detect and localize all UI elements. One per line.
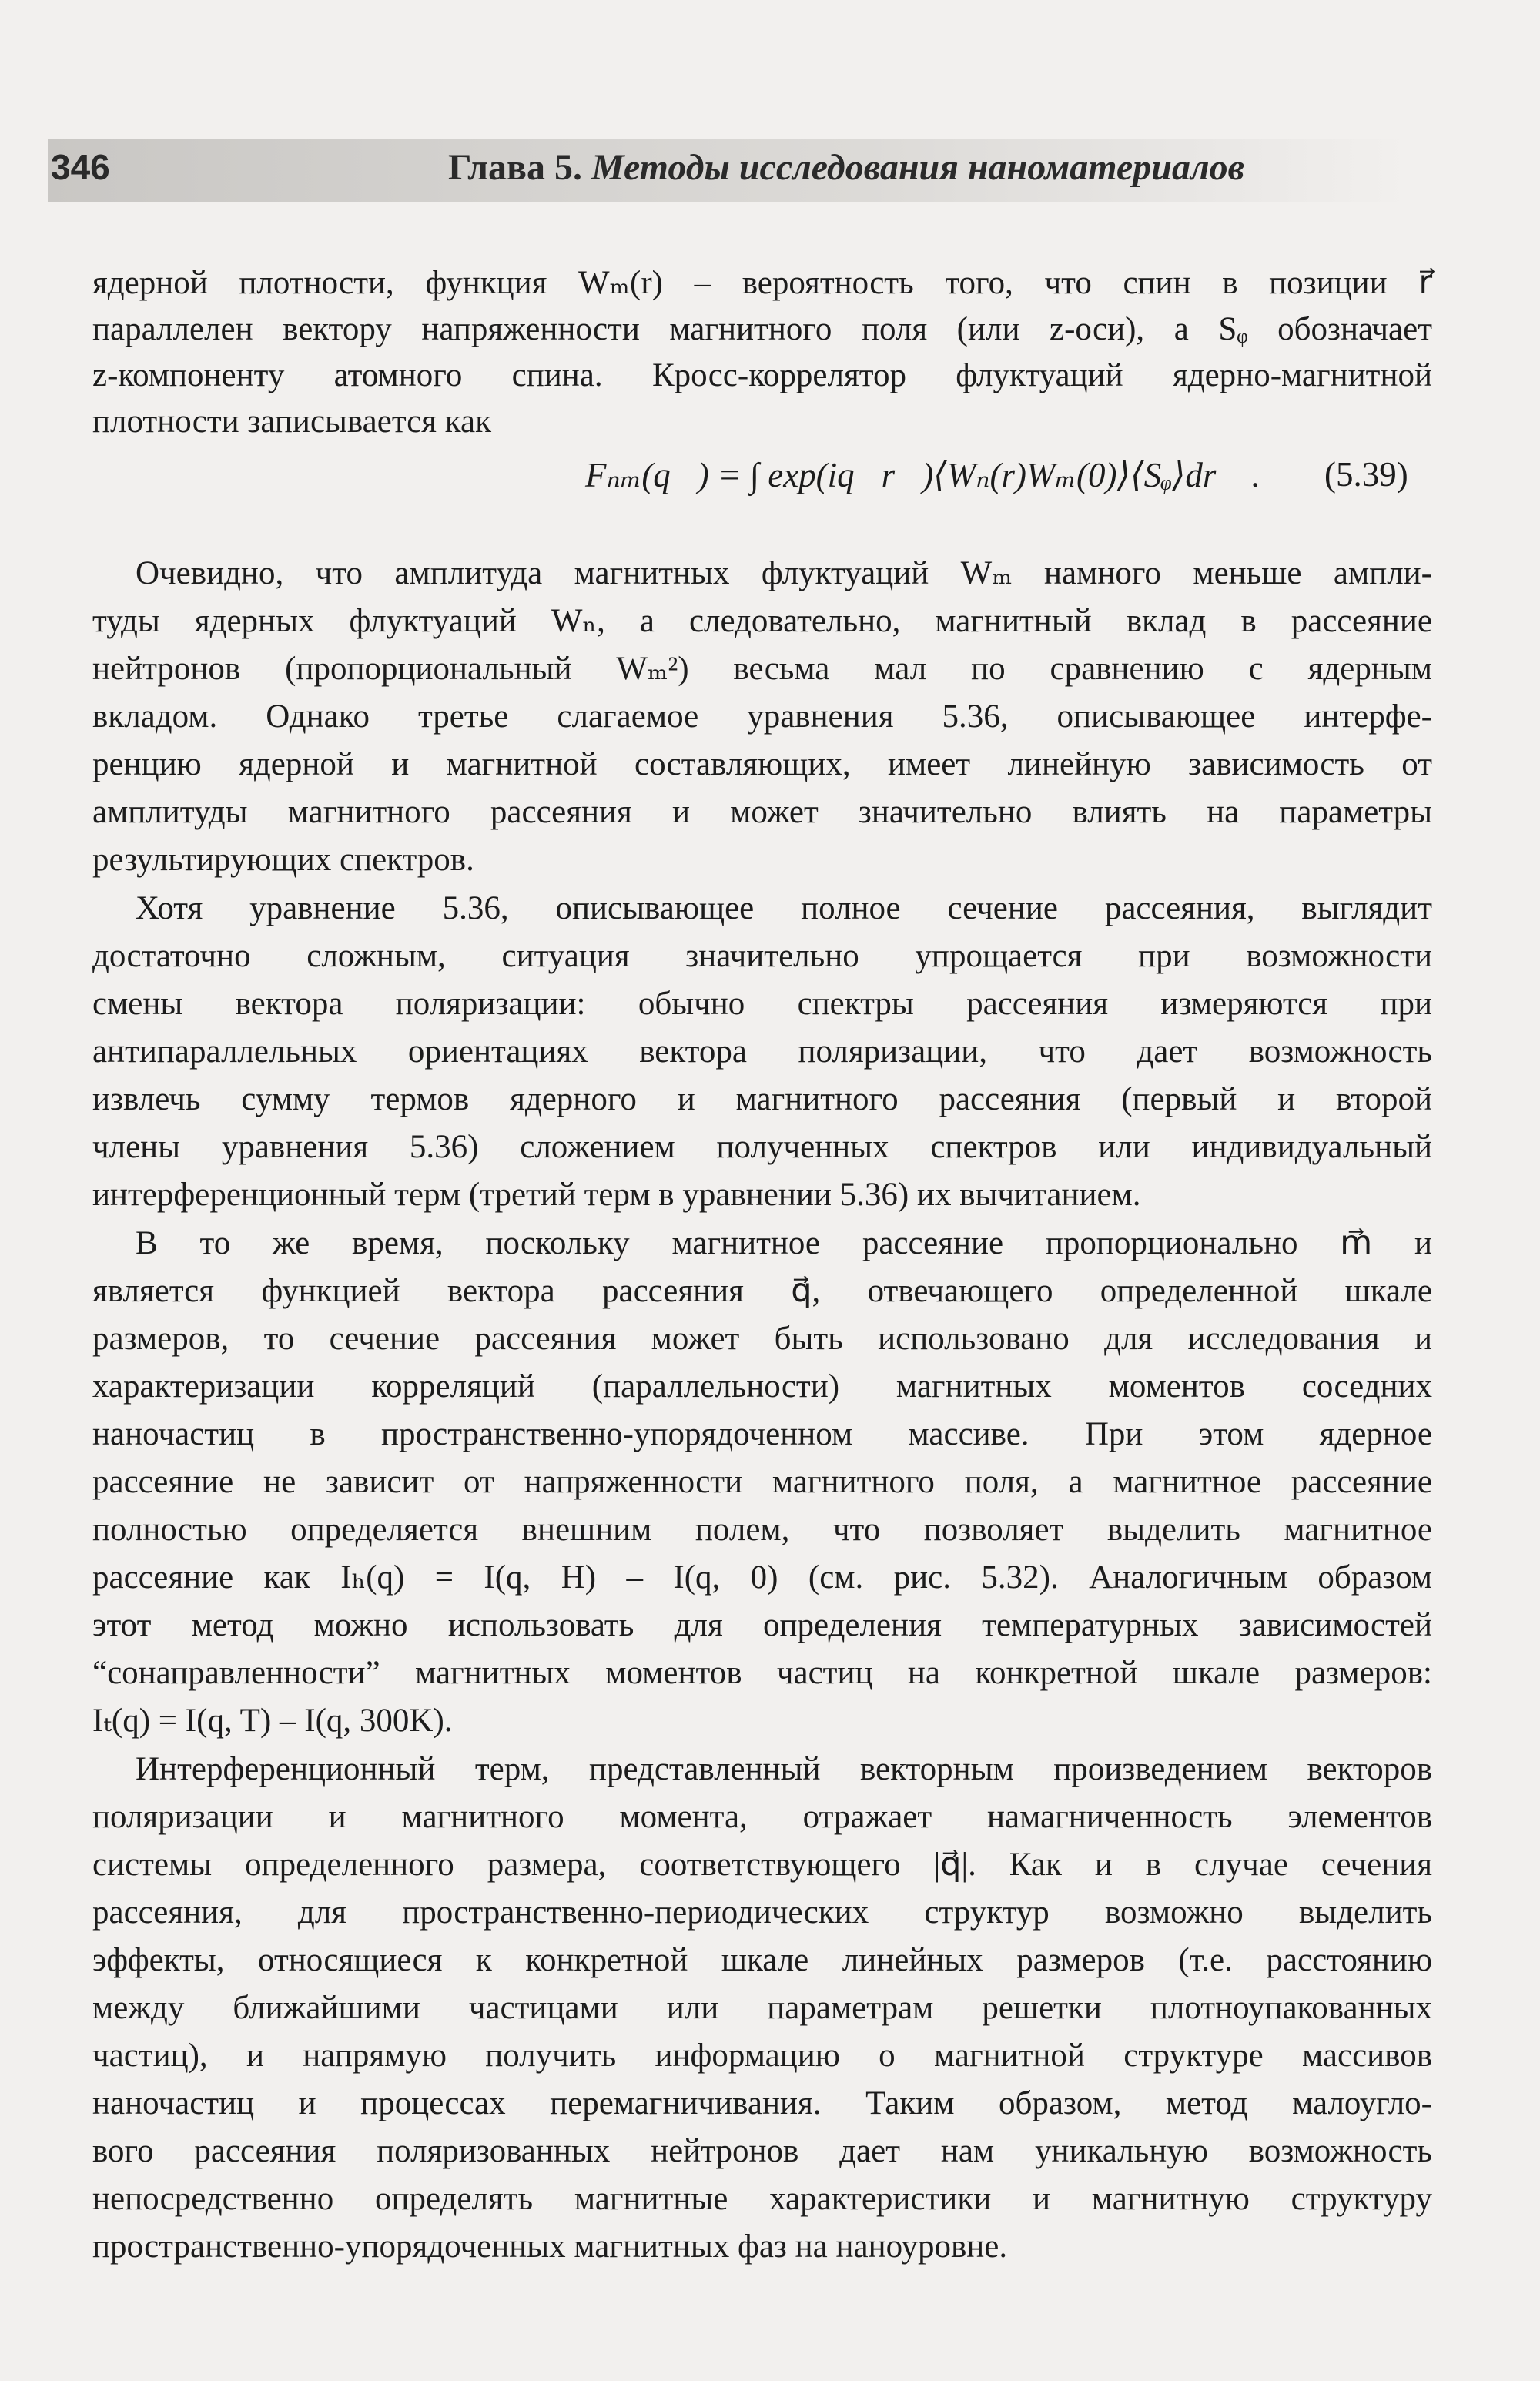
text-line: z-компоненту атомного спина. Кросс-коррелятор флуктуаций ядерно-магнитной — [92, 357, 1432, 393]
text-line: эффекты, относящиеся к конкретной шкале линейных размеров (т.е. расстоянию — [92, 1942, 1432, 1978]
text-line: нейтронов (пропорциональный Wₘ²) весьма мал по сравнению с ядерным — [92, 651, 1432, 687]
text-line: этот метод можно использовать для определения температурных зависимостей — [92, 1607, 1432, 1643]
text-line: члены уравнения 5.36) сложением полученных спектров или индивидуальный — [92, 1129, 1432, 1165]
page-number: 346 — [51, 147, 110, 187]
text-line: поляризации и магнитного момента, отражает намагниченность элементов — [92, 1799, 1432, 1835]
text-line: полностью определяется внешним полем, что позволяет выделить магнитное — [92, 1512, 1432, 1548]
text-line: амплитуды магнитного рассеяния и может значительно влиять на параметры — [92, 794, 1432, 830]
text-line: является функцией вектора рассеяния q⃗, отвечающего определенной шкале — [92, 1273, 1432, 1309]
text-line: Интерференционный терм, представленный векторным произведением векторов — [136, 1751, 1432, 1787]
text-line: рассеяние не зависит от напряженности магнитного поля, а магнитное рассеяние — [92, 1464, 1432, 1500]
text-line: достаточно сложным, ситуация значительно упрощается при возможности — [92, 938, 1432, 974]
equation-number: (5.39) — [1324, 455, 1408, 494]
chapter-prefix: Глава 5. — [448, 147, 591, 188]
running-header — [48, 139, 1411, 202]
text-line: Очевидно, что амплитуда магнитных флуктуаций Wₘ намного меньше ампли- — [136, 555, 1432, 591]
text-line: частиц), и напрямую получить информацию о магнитной структуре массивов — [92, 2038, 1432, 2074]
text-line: ядерной плотности, функция Wₘ(r) – вероятность того, что спин в позиции r⃗ — [92, 265, 1432, 301]
equation-5-39: Fₙₘ(q⃗) = ∫ exp(iq⃗r⃗)⟨Wₙ(r)Wₘ(0)⟩⟨Sᵩ⟩dr⃗ . — [585, 456, 1260, 494]
text-line: результирующих спектров. — [92, 842, 474, 878]
text-line: интерференционный терм (третий терм в уравнении 5.36) их вычитанием. — [92, 1177, 1141, 1213]
text-line: непосредственно определять магнитные характеристики и магнитную структуру — [92, 2181, 1432, 2217]
chapter-name: Методы исследования наноматериалов — [591, 147, 1245, 188]
text-line: рассеяние как Iₕ(q) = I(q, H) – I(q, 0) (см. рис. 5.32). Аналогичным образом — [92, 1559, 1432, 1596]
text-line: наночастиц и процессах перемагничивания. Таким образом, метод малоугло- — [92, 2085, 1432, 2121]
text-line: смены вектора поляризации: обычно спектры рассеяния измеряются при — [92, 986, 1432, 1022]
text-line: ренцию ядерной и магнитной составляющих, имеет линейную зависимость от — [92, 746, 1432, 782]
text-line: размеров, то сечение рассеяния может быть использовано для исследования и — [92, 1321, 1432, 1357]
text-line: параллелен вектору напряженности магнитного поля (или z-оси), а Sᵩ обозначает — [92, 311, 1432, 347]
text-line: между ближайшими частицами или параметрам решетки плотноупакованных — [92, 1990, 1432, 2026]
text-line: вого рассеяния поляризованных нейтронов дает нам уникальную возможность — [92, 2133, 1432, 2169]
text-line: туды ядерных флуктуаций Wₙ, а следовательно, магнитный вклад в рассеяние — [92, 603, 1432, 639]
text-line: Хотя уравнение 5.36, описывающее полное сечение рассеяния, выглядит — [136, 890, 1432, 926]
text-line: извлечь сумму термов ядерного и магнитного рассеяния (первый и второй — [92, 1081, 1432, 1117]
text-line: “сонаправленности” магнитных моментов частиц на конкретной шкале размеров: — [92, 1655, 1432, 1691]
text-line: В то же время, поскольку магнитное рассеяние пропорционально m⃗ и — [136, 1225, 1432, 1261]
text-line: вкладом. Однако третье слагаемое уравнения 5.36, описывающее интерфе- — [92, 698, 1432, 735]
text-line: пространственно-упорядоченных магнитных фаз на наноуровне. — [92, 2229, 1008, 2265]
text-line: наночастиц в пространственно-упорядоченном массиве. При этом ядерное — [92, 1416, 1432, 1452]
text-line: антипараллельных ориентациях вектора поляризации, что дает возможность — [92, 1033, 1432, 1070]
text-line: Iₜ(q) = I(q, T) – I(q, 300K). — [92, 1703, 453, 1739]
text-line: характеризации корреляций (параллельности) магнитных моментов соседних — [92, 1368, 1432, 1405]
text-line: системы определенного размера, соответствующего |q⃗|. Как и в случае сечения — [92, 1847, 1432, 1883]
text-line: плотности записывается как — [92, 404, 491, 440]
text-line: рассеяния, для пространственно-периодических структур возможно выделить — [92, 1894, 1432, 1931]
chapter-title — [448, 146, 1244, 189]
